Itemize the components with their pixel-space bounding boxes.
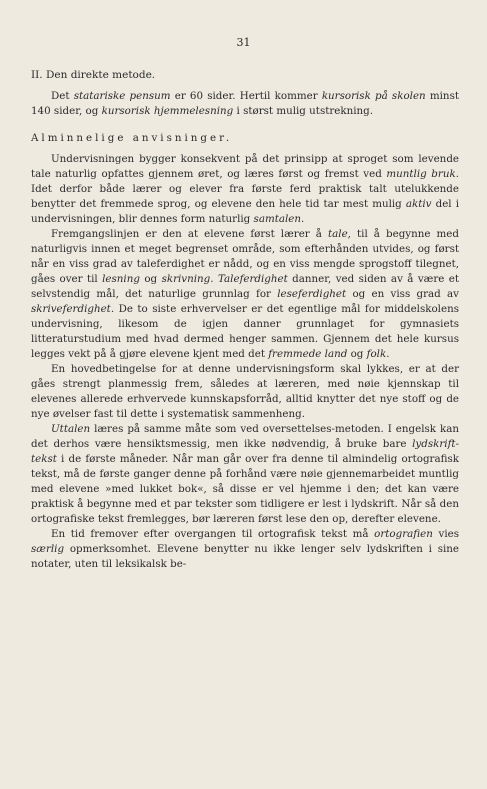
emphasized-text: folk [366,348,387,360]
emphasized-text: samtalen [253,213,302,225]
text-run: del i undervisningen, blir dennes form naturlig [31,198,459,225]
subheading: Alminnelige anvisninger. [31,132,233,144]
emphasized-text: tale [328,228,348,240]
text-run: . Idet derfor både lærer og elever fra første ferd praktisk talt utelukkende benytter det fremmede sprog, og elevene den hele tid tar mest mulig [31,168,459,210]
body-paragraphs [31,152,459,572]
text-run: vies [432,528,459,540]
text-run: Det [51,90,74,102]
emphasized-text: skriveferdighet [31,303,111,315]
emphasized-text: kursorisk på skolen [321,90,426,102]
text-run: . [386,348,390,360]
emphasized-text: kursorisk hjemmelesning [101,105,234,117]
text-run: og [139,273,162,285]
text-run: Undervisningen bygger konsekvent på det prinsipp at sproget som levende tale naturlig opfattes gjennem øret, og læres først og fremst ved [31,153,459,180]
pensum-paragraph [31,89,459,119]
text-run: opmerksomhet. Elevene benytter nu ikke lenger selv lydskriften i sine notater, uten til leksikalsk be- [31,543,459,570]
emphasized-text: fremmede land [268,348,348,360]
emphasized-text: Uttalen [51,423,91,435]
emphasized-text: særlig [31,543,65,555]
emphasized-text: lydskrift-tekst [31,438,459,465]
emphasized-text: leseferdighet [277,288,347,300]
text-run: . [210,273,218,285]
section-title [31,68,459,83]
text-run: . [301,213,305,225]
text-run: og [347,348,367,360]
emphasized-text: ortografien [374,528,433,540]
emphasized-text: skrivning [161,273,211,285]
page-content [31,68,459,572]
emphasized-text: Taleferdighet [217,273,288,285]
text-run: i størst mulig utstrekning. [233,105,374,117]
body-paragraph [31,362,459,422]
body-paragraph [31,227,459,362]
body-paragraph [31,527,459,572]
text-run: danner, ved siden av å være et selvstendig mål, det naturlige grunnlag for [31,273,460,300]
text-run: er 60 sider. Hertil kommer [170,90,322,102]
text-run: Fremgangslinjen er den at elevene først lærer å [51,228,328,240]
text-run: og en viss grad av [346,288,460,300]
page-number: 31 [236,36,251,49]
emphasized-text: aktiv [405,198,432,210]
text-run: læres på samme måte som ved oversettelses-metoden. I engelsk kan det derhos være hensiktsmessig, men ikke nødvendig, å bruke bare [31,423,459,450]
text-run: minst 140 sider, og [31,90,459,117]
body-paragraph [31,422,459,527]
text-run: . De to siste erhvervelser er det egentlige mål for middelskolens undervisning, likesom de igjen danner grunnlaget for gymnasiets litteraturstudium med hvad dermed henger sammen. Gjennem det hele kursus legges vekt på å gjøre elevene kjent med det [31,303,459,360]
emphasized-text: muntlig bruk [386,168,456,180]
text-run: En tid fremover efter overgangen til ortografisk tekst må [51,528,375,540]
text-run: i de første måneder. Når man går over fra denne til almindelig ortografisk tekst, må de første ganger denne på forhånd være nøie gjennemarbeidet muntlig med elevene »med lukket bok«, så disse er vel hjemme i den; det kan være praktisk å begynne med et par tekster som tidligere er lest i lydskrift. Når så den ortografiske tekst fremlegges, bør læreren først lese den op, derefter elevene. [31,453,459,525]
emphasized-text: lesning [102,273,140,285]
text-run: , til å begynne med naturligvis innen et meget begrenset område, som efterhånden utvides, og først når en viss grad av taleferdighet er nådd, og en viss mengde sprogstoff tilegnet, gåes over til [31,228,459,285]
section-title-text: II. Den direkte metode. [31,69,156,81]
text-run: En hovedbetingelse for at denne undervisningsform skal lykkes, er at der gåes strengt planmessig frem, således at læreren, med nøie kjennskap til elevenes allerede erhvervede kunnskapsforråd, alltid knytter det nye stoff og de nye øvelser fast til dette i systematisk sammenheng. [31,363,459,420]
body-paragraph [31,152,459,227]
emphasized-text: statariske pensum [73,90,171,102]
